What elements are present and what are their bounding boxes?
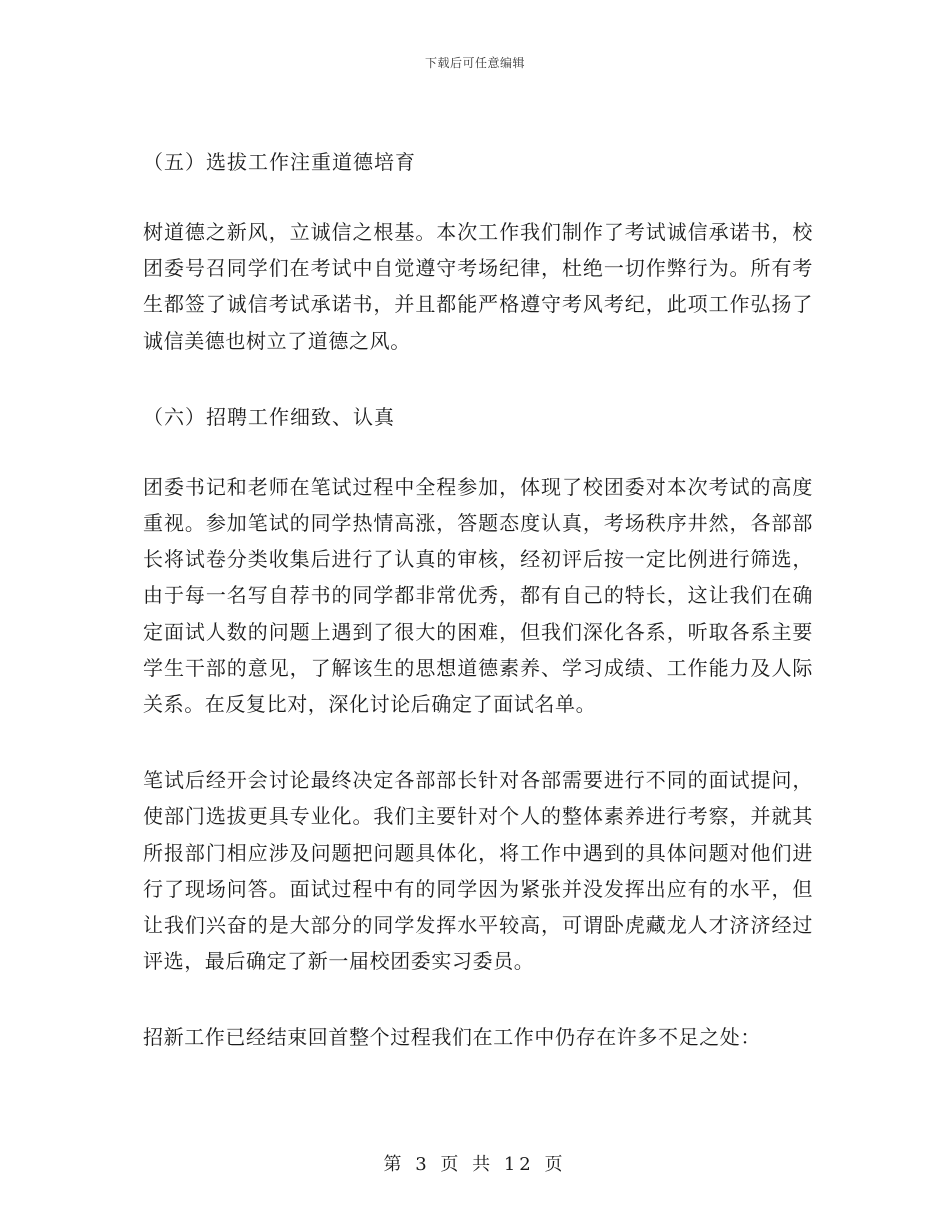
section-6-paragraph-2: 笔试后经开会讨论最终决定各部部长针对各部需要进行不同的面试提问，使部门选拔更具专业化。我们主要针对个人的整体素养进行考察，并就其所报部门相应涉及问题把问题具体化，将工作中遇到的具体问题对他们进行了现场问答。面试过程中有的同学因为紧张并没发挥出应有的水平，但让我们兴奋的是大部分的同学发挥水平较高，可谓卧虎藏龙人才济济经过评选，最后确定了新一届校团委实习委员。 (143, 768, 813, 974)
section-5-paragraph-1: 树道德之新风，立诚信之根基。本次工作我们制作了考试诚信承诺书，校团委号召同学们在考试中自觉遵守考场纪律，杜绝一切作弊行为。所有考生都签了诚信考试承诺书，并且都能严格遵守考风考纪，此项工作弘扬了诚信美德也树立了道德之风。 (143, 220, 813, 353)
page-header-note: 下载后可任意编辑 (424, 56, 525, 70)
section-heading-5: （五）选拔工作注重道德培育 (143, 150, 416, 174)
section-heading-6: （六）招聘工作细致、认真 (143, 404, 395, 429)
document-body (143, 144, 813, 1056)
section-6-paragraph-1: 团委书记和老师在笔试过程中全程参加，体现了校团委对本次考试的高度重视。参加笔试的同学热情高涨，答题态度认真，考场秩序井然，各部部长将试卷分类收集后进行了认真的审核，经初评后按一定比例进行筛选，由于每一名写自荐书的同学都非常优秀，都有自己的特长，这让我们在确定面试人数的问题上遇到了很大的困难，但我们深化各系，听取各系主要学生干部的意见，了解该生的思想道德素养、学习成绩、工作能力及人际关系。在反复比对，深化讨论后确定了面试名单。 (143, 474, 813, 717)
page-number-footer: 第 3 页 共 12 页 (383, 1154, 567, 1175)
section-6-paragraph-3: 招新工作已经结束回首整个过程我们在工作中仍存在许多不足之处： (143, 1025, 761, 1050)
